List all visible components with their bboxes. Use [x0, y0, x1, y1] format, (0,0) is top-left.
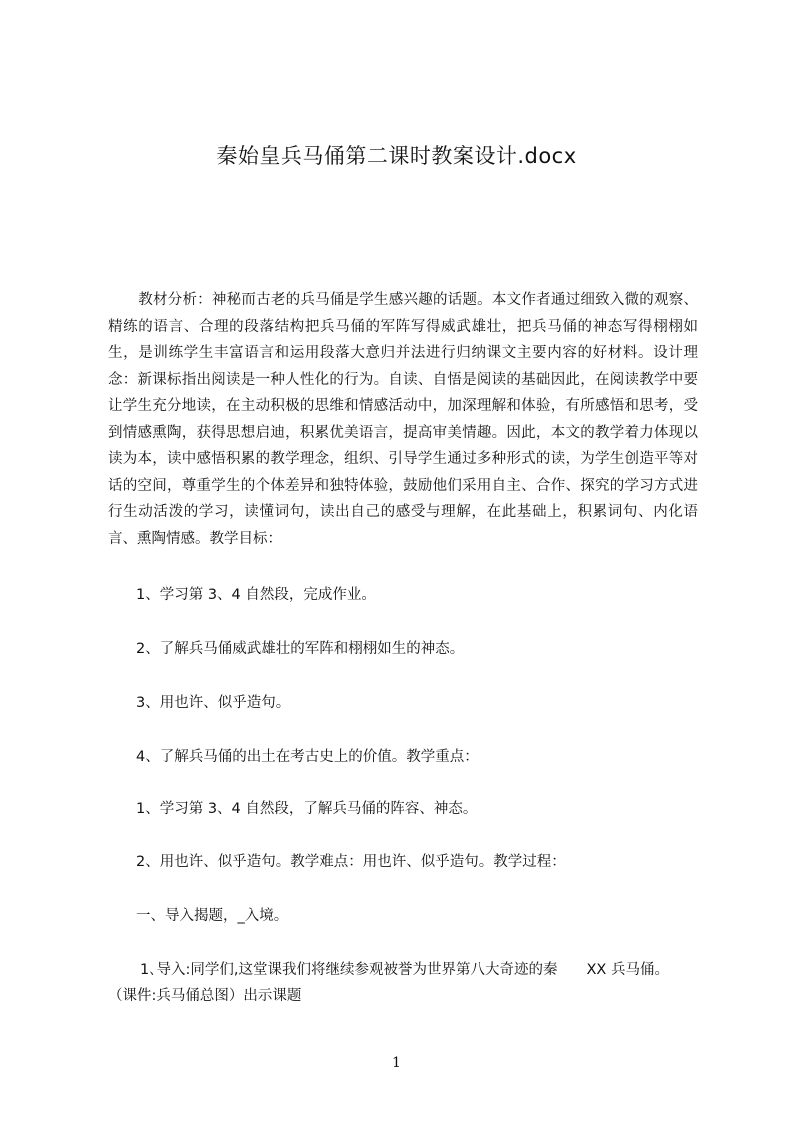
list-item: 2、用也许、似乎造句。教学难点：用也许、似乎造句。教学过程： — [136, 854, 566, 870]
list-item: 3、用也许、似乎造句。 — [136, 695, 291, 711]
intro-text: 教材分析：神秘而古老的兵马俑是学生感兴趣的话题。本文作者通过细致入微的观察、精练的语言、合理的段落结构把兵马俑的军阵写得威武雄壮，把兵马俑的神态写得栩栩如生，是训练学生丰富语言和运用段落大意归并法进行归纳课文主要内容的好材料。设计理念：新课标指出阅读是一种人性化的行为。自读、自悟是阅读的基础因此，在阅读教学中要让学生充分地读，在主动积极的思维和情感活动中，加深理解和体验，有所感悟和思考，受到情感熏陶，获得思想启迪，积累优美语言，提高审美情趣。因此，本文的教学着力体现以读为本，读中感悟积累的教学理念，组织、引导学生通过多种形式的读，为学生创造平等对话的空间，尊重学生的个体差异和独特体验，鼓励他们采用自主、合作、探究的学习方式进行生动活泼的学习，读懂词句，读出自己的感受与理解，在此基础上，积累词句、内化语言、熏陶情感。教学目标： — [108, 292, 698, 547]
list-item: 1、学习第 3、4 自然段，完成作业。 — [136, 587, 376, 603]
document-title: 秦始皇兵马俑第二课时教案设计.docx — [216, 144, 577, 168]
list-item: 1、学习第 3、4 自然段，了解兵马俑的阵容、神态。 — [136, 801, 478, 817]
page-number: 1 — [392, 1055, 401, 1071]
list-item: 2、了解兵马俑威武雄壮的军阵和栩栩如生的神态。 — [136, 641, 465, 657]
lead-line-2: （课件:兵马俑总图）出示课题 — [108, 988, 302, 1004]
lead-paragraph — [108, 957, 718, 1009]
list-item: 4、了解兵马俑的出土在考古史上的价值。教学重点： — [136, 749, 479, 765]
lead-line-1: 1､导入:同学们,这堂课我们将继续参观被誉为世界第八大奇迹的秦 XX 兵马俑。 — [140, 962, 669, 978]
intro-paragraph — [108, 287, 698, 552]
list-item: 一、导入揭题，_入境。 — [136, 908, 289, 924]
